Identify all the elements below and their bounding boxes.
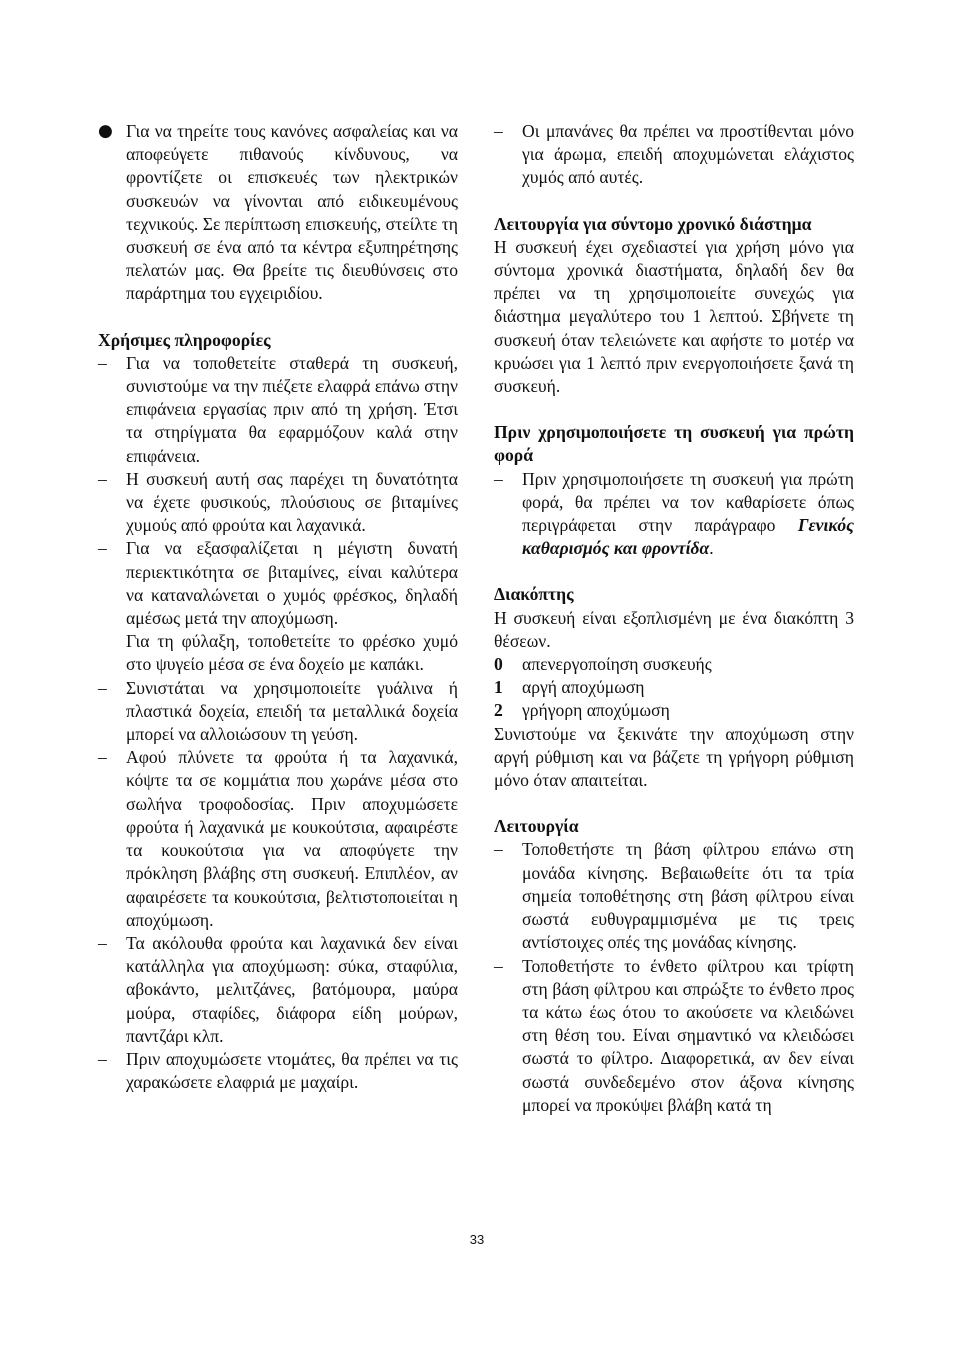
switch-advice: Συνιστούμε να ξεκινάτε την αποχύμωση στην αργή ρύθμιση και να βάζετε τη γρήγορη ρύθμιση μόνο όταν απαιτείται. (494, 723, 854, 791)
useful-info-heading: Χρήσιμες πληροφορίες (98, 329, 271, 350)
list-item (98, 1048, 458, 1094)
storage-note: Για τη φύλαξη, τοποθετείτε το φρέσκο χυμό στο ψυγείο μέσα σε ένα δοχείο με καπάκι. (126, 631, 458, 675)
list-item (98, 537, 458, 630)
list-item-text: Η συσκευή αυτή σας παρέχει τη δυνατότητα να έχετε φυσικούς, πλούσιους σε βιταμίνες χυμούς από φρούτα και λαχανικά. (126, 468, 458, 536)
list-item-text: Πριν αποχυμώσετε ντομάτες, θα πρέπει να τις χαρακώσετε ελαφριά με μαχαίρι. (126, 1048, 458, 1093)
operation-heading: Λειτουργία (494, 816, 579, 837)
dash-icon: – (98, 538, 107, 559)
list-item (98, 932, 458, 1048)
list-item (98, 746, 458, 932)
dash-icon: – (98, 352, 107, 373)
dash-icon: – (98, 677, 107, 698)
first-use-text: Πριν χρησιμοποιήσετε τη συσκευή για πρώτη φορά, θα πρέπει να τον καθαρίσετε όπως περιγράφεται στην παράγραφο (522, 468, 854, 536)
dash-icon: – (98, 747, 107, 768)
setting-number: 1 (494, 677, 503, 698)
setting-label: αργή αποχύμωση (522, 677, 645, 698)
list-item (494, 838, 854, 954)
list-item (494, 468, 854, 561)
setting-label: γρήγορη αποχύμωση (522, 700, 670, 721)
left-column (98, 120, 458, 1094)
page-number: 33 (469, 1232, 485, 1247)
list-item-text: Συνιστάται να χρησιμοποιείτε γυάλινα ή πλαστικά δοχεία, επειδή τα μεταλλικά δοχεία μπορεί να αλλοιώσουν τη γεύση. (126, 677, 458, 745)
safety-bullet-text: Για να τηρείτε τους κανόνες ασφαλείας και να αποφεύγετε πιθανούς κίνδυνους, να φροντίζετε οι επισκευές των ηλεκτρικών συσκευών να γίνονται από ειδικευμένους τεχνικούς. Σε περίπτωση επισκευής, στείλτε τη συσκευή σε ένα από τα κέντρα εξυπηρέτησης πελατών μας. Θα βρείτε τις διευθύνσεις στο παράρτημα του εγχειριδίου. (126, 121, 458, 304)
right-column (494, 120, 854, 1117)
first-use-heading: Πριν χρησιμοποιήσετε τη συσκευή για πρώτη φορά (494, 422, 854, 466)
list-item (98, 468, 458, 538)
switch-setting (494, 653, 854, 676)
list-item-text: Τα ακόλουθα φρούτα και λαχανικά δεν είναι κατάλληλα για αποχύμωση: σύκα, σταφύλια, αβοκάντο, μελιτζάνες, βατόμουρα, μαύρα μούρα, σταφίδες, διάφορα είδη μούρων, παντζάρι κλπ. (126, 932, 458, 1046)
list-item-text: Για να εξασφαλίζεται η μέγιστη δυνατή περιεκτικότητα σε βιταμίνες, είναι καλύτερα να καταναλώνεται ο χυμός φρέσκος, δηλαδή αμέσως μετά την αποχύμωση. (126, 538, 458, 629)
dash-icon: – (494, 121, 503, 141)
list-item-text: Τοποθετήστε το ένθετο φίλτρου και τρίφτη στη βάση φίλτρου και σπρώξτε το ένθετο προς τα κάτω έως ότου το ακούσετε να κλειδώνει στη θέση του. Είναι σημαντικό να κλειδώσει σωστά το φίλτρο. Διαφορετικά, αν δεν είναι σωστά συνδεδεμένο στον άξονα κίνησης μπορεί να προκύψει βλάβη κατά τη (522, 955, 854, 1115)
setting-label: απενεργοποίηση συσκευής (522, 654, 712, 675)
list-item-text: Αφού πλύνετε τα φρούτα ή τα λαχανικά, κόψτε τα σε κομμάτια που χωράνε μέσα στο σωλήνα τροφοδοσίας. Πριν αποχυμώσετε φρούτα ή λαχανικά με κουκούτσια, αφαιρέστε τα κουκούτσια για να αποφύγετε την πρόκληση βλάβης στη συσκευή. Επιπλέον, αν αφαιρέσετε τα κουκούτσια, βελτιστοποιείται η αποχύμωση. (126, 747, 458, 930)
dash-icon: – (98, 932, 107, 953)
list-item (494, 120, 854, 190)
list-item (494, 955, 854, 1117)
dash-icon: – (494, 468, 503, 489)
switch-heading: Διακόπτης (494, 584, 574, 605)
setting-number: 2 (494, 700, 503, 721)
switch-setting (494, 676, 854, 699)
dash-icon: – (98, 468, 107, 489)
bullet-icon: ● (98, 121, 113, 141)
dash-icon: – (494, 955, 503, 976)
switch-intro: Η συσκευή είναι εξοπλισμένη με ένα διακόπτη 3 θέσεων. (494, 607, 854, 651)
cleaning-reference: Γενικός καθαρισμός και φροντίδα (522, 515, 854, 559)
list-item-text: Οι μπανάνες θα πρέπει να προστίθενται μόνο για άρωμα, επειδή αποχυμώνεται ελάχιστος χυμός από αυτές. (522, 121, 854, 188)
list-item-text: Τοποθετήστε τη βάση φίλτρου επάνω στη μονάδα κίνησης. Βεβαιωθείτε ότι τα τρία σημεία τοποθέτησης στη βάση φίλτρου είναι σωστά ευθυγραμμισμένα με τις τρεις αντίστοιχες οπές της μονάδας κίνησης. (522, 839, 854, 953)
list-item (98, 352, 458, 468)
safety-bullet-item (98, 120, 458, 306)
switch-setting (494, 699, 854, 722)
setting-number: 0 (494, 654, 503, 675)
dash-icon: – (494, 839, 503, 860)
short-operation-heading: Λειτουργία για σύντομο χρονικό διάστημα (494, 213, 812, 234)
short-operation-text: Η συσκευή έχει σχεδιαστεί για χρήση μόνο για σύντομα χρονικά διαστήματα, δηλαδή δεν θα πρέπει να τη χρησιμοποιείτε συνεχώς για διάστημα μεγαλύτερο του 1 λεπτού. Σβήνετε τη συσκευή όταν τελειώνετε και αφήστε το μοτέρ να κρυώσει για 1 λεπτό πριν ενεργοποιήσετε ξανά τη συσκευή. (494, 236, 854, 397)
list-item-text: Για να τοποθετείτε σταθερά τη συσκευή, συνιστούμε να την πιέζετε ελαφρά επάνω στην επιφάνεια εργασίας πριν από τη χρήση. Έτσι τα στηρίγματα θα εφαρμόζουν καλά στην επιφάνεια. (126, 352, 458, 466)
list-item (98, 677, 458, 747)
dash-icon: – (98, 1048, 107, 1069)
first-use-end: . (709, 538, 714, 559)
